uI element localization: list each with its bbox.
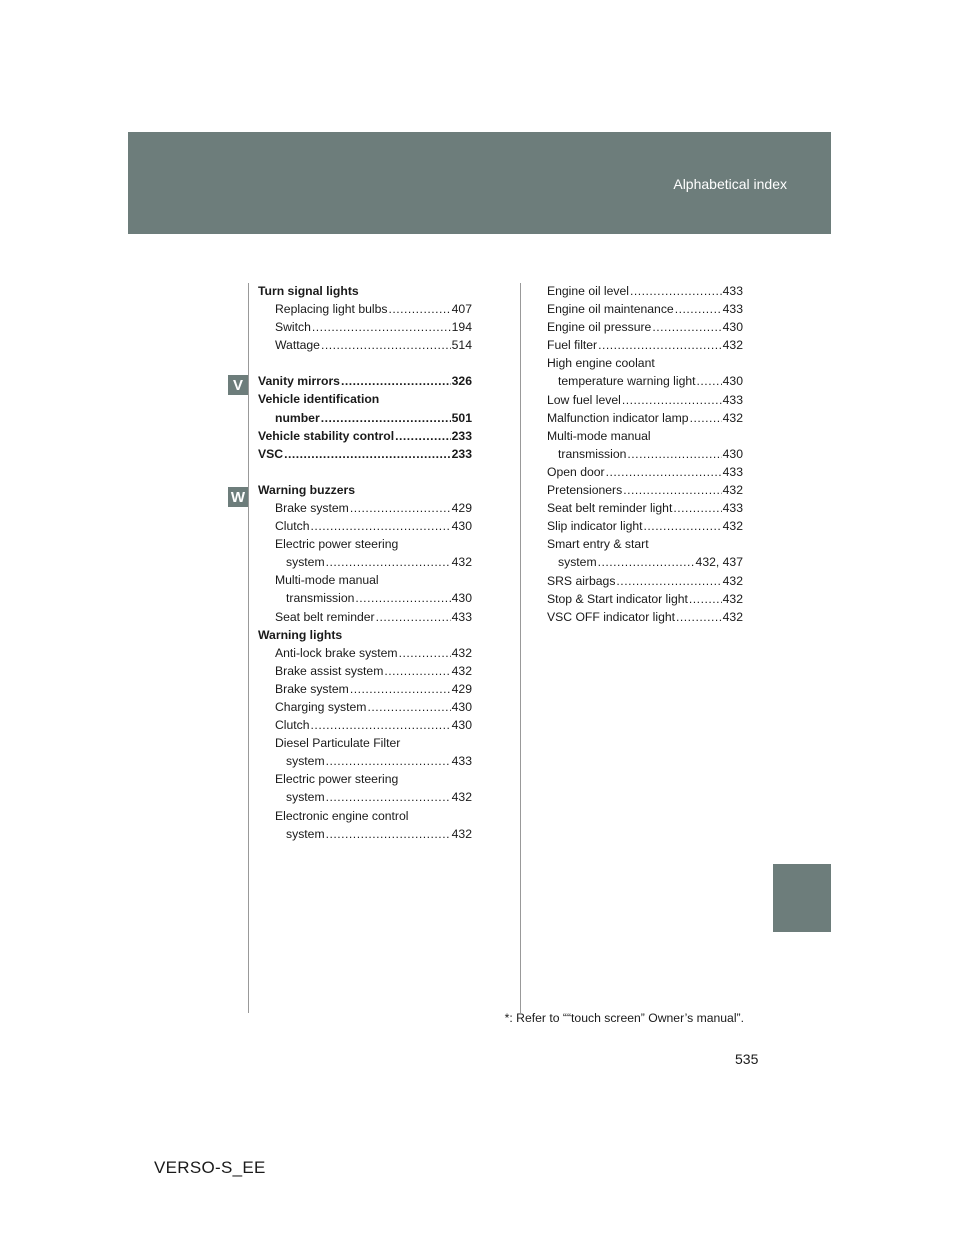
index-entry: Engine oil pressure ..... 430	[547, 318, 743, 336]
index-heading: Warning buzzers	[258, 482, 356, 497]
index-entry: system ..... 432, 437	[547, 553, 743, 571]
section-title: Alphabetical index	[673, 176, 787, 192]
index-entry: Brake system ..... 429	[258, 680, 472, 698]
index-entry: Vehicle stability control ..... 233	[258, 427, 472, 445]
index-entry: system ..... 432	[258, 553, 472, 571]
index-entry: Clutch ..... 430	[258, 716, 472, 734]
index-entry: Fuel filter ..... 432	[547, 336, 743, 354]
index-subheading: Electric power steering	[275, 537, 399, 552]
index-entry: Engine oil level ..... 433	[547, 282, 743, 300]
header-band	[128, 132, 831, 234]
column-rule-right	[520, 283, 521, 1013]
index-subheading: Electronic engine control	[275, 808, 409, 823]
index-entry: Switch ..... 194	[258, 318, 472, 336]
index-entry: VSC OFF indicator light ..... 432	[547, 608, 743, 626]
footnote: *: Refer to ““touch screen” Owner’s manual”.	[504, 1011, 744, 1025]
index-column-left	[258, 282, 472, 843]
index-entry: Slip indicator light ..... 432	[547, 517, 743, 535]
index-heading: Vehicle identification	[258, 392, 380, 407]
index-entry: Stop & Start indicator light ..... 432	[547, 590, 743, 608]
index-entry: Engine oil maintenance ..... 433	[547, 300, 743, 318]
index-entry: system ..... 432	[258, 825, 472, 843]
index-subheading: Multi-mode manual	[547, 428, 651, 443]
index-entry: SRS airbags ..... 432	[547, 572, 743, 590]
index-subheading: High engine coolant	[547, 356, 655, 371]
section-tab	[773, 864, 831, 932]
index-subheading: Diesel Particulate Filter	[275, 736, 401, 751]
index-heading: Turn signal lights	[258, 284, 359, 298]
model-code: VERSO-S_EE	[154, 1158, 266, 1177]
index-entry: Brake system ..... 429	[258, 499, 472, 517]
index-entry: VSC ..... 233	[258, 445, 472, 463]
index-entry: system ..... 433	[258, 752, 472, 770]
index-subheading: Smart entry & start	[547, 537, 649, 552]
index-entry: transmission ..... 430	[258, 589, 472, 607]
index-entry: temperature warning light ..... 430	[547, 372, 743, 390]
index-entry: Wattage ..... 514	[258, 336, 472, 354]
index-entry: Open door ..... 433	[547, 463, 743, 481]
index-entry: Vanity mirrors ..... 326	[258, 372, 472, 390]
index-entry: Low fuel level ..... 433	[547, 391, 743, 409]
column-rule-left	[248, 283, 249, 1013]
index-entry: Pretensioners ..... 432	[547, 481, 743, 499]
index-entry: Malfunction indicator lamp ..... 432	[547, 409, 743, 427]
index-entry: number ..... 501	[258, 409, 472, 427]
index-column-right	[547, 282, 743, 626]
index-entry: Replacing light bulbs ..... 407	[258, 300, 472, 318]
index-entry: system ..... 432	[258, 788, 472, 806]
letter-marker-v: V	[228, 375, 248, 395]
page-number: 535	[735, 1051, 759, 1067]
index-subheading: Electric power steering	[275, 772, 399, 787]
index-entry: Brake assist system ..... 432	[258, 662, 472, 680]
letter-marker-w: W	[228, 487, 248, 507]
index-heading: Warning lights	[258, 627, 343, 642]
index-entry: Anti-lock brake system ..... 432	[258, 644, 472, 662]
index-entry: Charging system ..... 430	[258, 698, 472, 716]
index-entry: Seat belt reminder ..... 433	[258, 608, 472, 626]
index-entry: transmission ..... 430	[547, 445, 743, 463]
index-subheading: Multi-mode manual	[275, 573, 379, 588]
index-entry: Clutch ..... 430	[258, 517, 472, 535]
index-entry: Seat belt reminder light ..... 433	[547, 499, 743, 517]
